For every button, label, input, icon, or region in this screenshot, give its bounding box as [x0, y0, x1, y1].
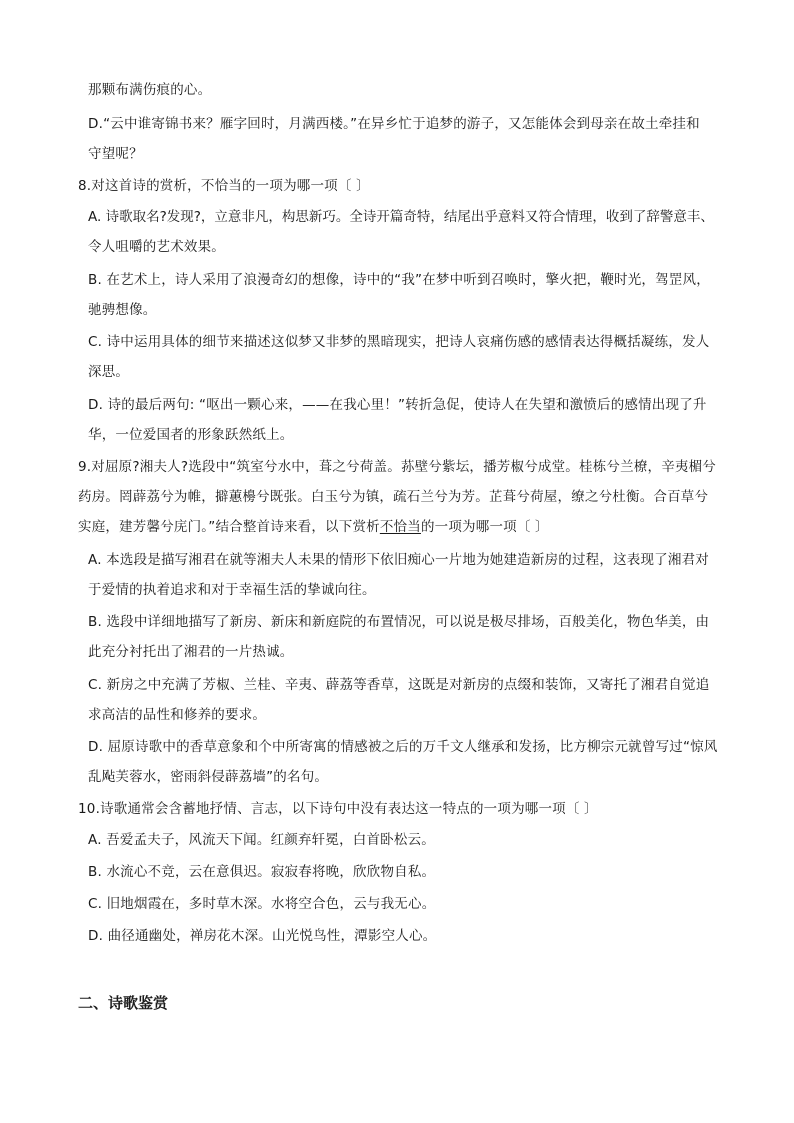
q10-option-d: D. 曲径通幽处，禅房花木深。山光悦鸟性，潭影空人心。 [88, 928, 437, 944]
q10-option-c: C. 旧地烟霞在，多时草木深。水将空合色，云与我无心。 [88, 896, 436, 912]
q8-option-d-line2: 华，一位爱国者的形象跃然纸上。 [88, 427, 294, 443]
q8-option-b-line2: 驰骋想像。 [88, 302, 157, 318]
q8-option-d-line1: D. 诗的最后两句: “呕出一颗心来，——在我心里！”转折急促，使诗人在失望和激愤后的感情出现了升 [88, 397, 707, 413]
q9-option-c-line2: 求高洁的品性和修养的要求。 [88, 707, 267, 723]
q7-option-d-line2: 守望呢？ [88, 146, 143, 162]
q9-option-a-line2: 于爱情的执着追求和对于幸福生活的挚诚向往。 [88, 582, 376, 598]
q9-stem-line2: 药房。罔薜荔兮为帷，擗蕙櫋兮既张。白玉兮为镇，疏石兰兮为芳。芷葺兮荷屋，缭之兮杜衡。合百草兮 [78, 489, 709, 505]
q9-option-c-line1: C. 新房之中充满了芳椒、兰桂、辛夷、薜荔等香草，这既是对新房的点缀和装饰，又寄托了湘君自觉追 [88, 677, 710, 693]
q10-option-b: B. 水流心不竞，云在意俱迟。寂寂春将晚，欣欣物自私。 [88, 864, 436, 880]
section-heading-poetry-appreciation: 二、诗歌鉴赏 [78, 994, 169, 1012]
q7-option-d-line1: D.“云中谁寄锦书来？雁字回时，月满西楼。”在异乡忙于追梦的游子，又怎能体会到母亲在故土牵挂和 [88, 116, 700, 132]
q9-option-d-line1: D. 屈原诗歌中的香草意象和个中所寄寓的情感被之后的万千文人继承和发扬，比方柳宗元就曾写过“惊风 [88, 739, 718, 755]
q9-option-b-line2: 此充分衬托出了湘君的一片热诚。 [88, 644, 294, 660]
q9-stem-line1: 9.对屈原?湘夫人?选段中“筑室兮水中，葺之兮荷盖。荪壁兮紫坛，播芳椒兮成堂。桂栋兮兰橑，辛夷楣兮 [78, 459, 717, 475]
q10-option-a: A. 吾爱孟夫子，风流天下闻。红颜弃轩冕，白首卧松云。 [88, 832, 435, 848]
q10-stem: 10.诗歌通常会含蓄地抒情、言志，以下诗句中没有表达这一特点的一项为哪一项〔 〕 [78, 801, 598, 817]
q9-stem-underlined-term: 不恰当 [379, 519, 421, 535]
q9-option-d-line2: 乱飐芙蓉水，密雨斜侵薜荔墙”的名句。 [88, 769, 329, 785]
q8-option-a-line1: A. 诗歌取名?发现?，立意非凡，构思新巧。全诗开篇奇特，结尾出乎意料又符合情理，收到了辞警意丰、 [88, 209, 714, 225]
q9-stem-line3-post: 的一项为哪一项〔 〕 [420, 519, 549, 535]
q9-option-a-line1: A. 本选段是描写湘君在就等湘夫人未果的情形下依旧痴心一片地为她建造新房的过程，这表现了湘君对 [88, 552, 709, 568]
q8-option-c-line2: 深思。 [88, 364, 130, 380]
q8-option-a-line2: 令人咀嚼的艺术效果。 [88, 239, 225, 255]
q9-stem-line3 [78, 518, 549, 536]
q8-stem: 8.对这首诗的赏析，不恰当的一项为哪一项〔 〕 [78, 178, 370, 194]
q7-option-c-tail: 那颗布满伤痕的心。 [88, 82, 212, 98]
q9-stem-line3-pre: 实庭，建芳馨兮庑门。”结合整首诗来看，以下赏析 [78, 519, 380, 535]
q8-option-b-line1: B. 在艺术上，诗人采用了浪漫奇幻的想像，诗中的“我”在梦中听到召唤时，擎火把，鞭时光，驾罡风， [88, 272, 710, 288]
q8-option-c-line1: C. 诗中运用具体的细节来描述这似梦又非梦的黑暗现实，把诗人哀痛伤感的感情表达得概括凝练，发人 [88, 334, 710, 350]
q9-option-b-line1: B. 选段中详细地描写了新房、新床和新庭院的布置情况，可以说是极尽排场，百般美化，物色华美，由 [88, 614, 710, 630]
